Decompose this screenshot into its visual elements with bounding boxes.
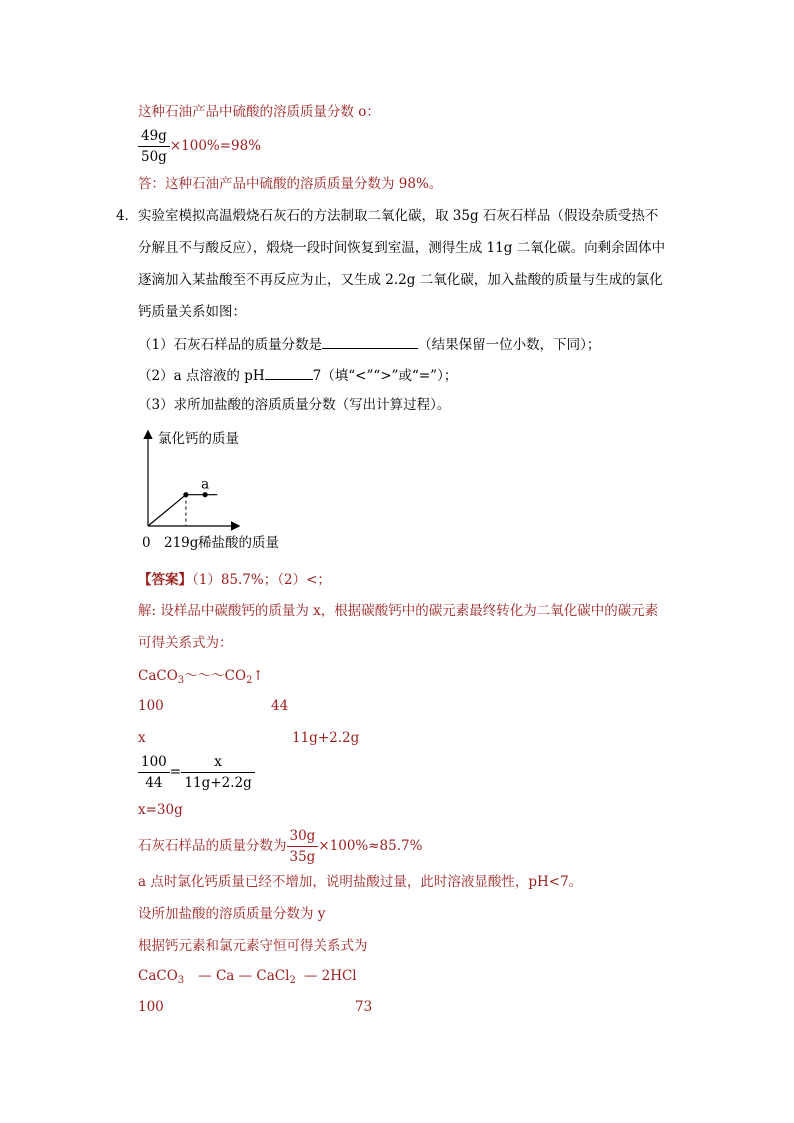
y-axis-label: 氯化钙的质量 xyxy=(158,431,239,447)
sub-question-3: （3）求所加盐酸的溶质质量分数（写出计算过程）。 xyxy=(138,397,451,413)
question-number: 4． xyxy=(116,208,139,224)
rel1-sub3: 3 xyxy=(177,675,185,686)
mass-1-right: 44 xyxy=(271,698,289,714)
sub-question-1-suffix: （结果保留一位小数，下同）； xyxy=(418,337,601,353)
fraction-denominator: 44 xyxy=(145,775,163,792)
proportion-equation xyxy=(138,754,255,791)
solution-line-2: 可得关系式为： xyxy=(138,635,233,651)
question-line-3: 逐滴加入某盐酸至不再反应为止，又生成 2.2g 二氧化碳，加入盐酸的质量与生成的氯化 xyxy=(138,272,663,288)
rel2-hcl: — 2HCl xyxy=(303,968,357,984)
question-line-1: 实验室模拟高温煅烧石灰石的方法制取二氧化碳，取 35g 石灰石样品（假设杂质受热不 xyxy=(138,208,659,224)
percent-suffix: ×100%≈85.7% xyxy=(318,838,423,855)
percent-prefix: 石灰石样品的质量分数为 xyxy=(138,838,287,855)
fraction-100-44 xyxy=(138,754,170,791)
fraction-30-35 xyxy=(287,828,319,865)
relation-1 xyxy=(138,668,264,687)
fraction-denominator: 50g xyxy=(141,149,167,166)
sub-question-1 xyxy=(138,334,600,353)
rel1-sub2: 2 xyxy=(246,675,253,686)
question-line-4: 钙质量关系如图： xyxy=(138,304,246,320)
solution-line-1: 解: 设样品中碳酸钙的质量为 x，根据碳酸钙中的碳元素最终转化为二氧化碳中的碳元素 xyxy=(138,603,659,619)
x-value: x=30g xyxy=(138,802,183,818)
fraction-x xyxy=(181,754,255,791)
fraction-numerator: 30g xyxy=(287,828,319,847)
answer-tag: 【答案】 xyxy=(138,572,192,588)
rel2-sub3: 3 xyxy=(177,975,185,986)
fraction-denominator: 35g xyxy=(289,849,316,866)
answer-blank-2[interactable] xyxy=(265,365,313,380)
series-line-0 xyxy=(148,495,217,526)
fraction-denominator: 11g+2.2g xyxy=(184,775,252,792)
fraction-numerator: 100 xyxy=(138,754,170,773)
rel2-ca-cacl: — Ca — CaCl xyxy=(198,968,290,984)
fraction-numerator: x xyxy=(181,754,255,773)
question-line-2: 分解且不与酸反应），煅烧一段时间恢复到室温，测得生成 11g 二氧化碳。向剩余固体中 xyxy=(138,240,666,256)
origin-label: 0 xyxy=(142,535,151,551)
formula-rest: ×100%=98% xyxy=(169,138,262,155)
rel2-caco: CaCO xyxy=(138,968,178,984)
x-axis-label: 稀盐酸的质量 xyxy=(198,535,279,551)
percent-calc xyxy=(138,828,422,865)
equals-sign: = xyxy=(169,764,182,781)
conservation-text: 根据钙元素和氯元素守恒可得关系式为 xyxy=(138,938,368,954)
fraction-49-50 xyxy=(138,128,170,165)
rel1-co: ～～～CO xyxy=(184,668,247,684)
rel1-caco: CaCO xyxy=(138,668,178,684)
sub-question-2 xyxy=(138,365,457,384)
sub-question-1-prefix: （1）石灰石样品的质量分数是 xyxy=(138,337,323,353)
set-y: 设所加盐酸的溶质质量分数为 y xyxy=(138,906,326,922)
point-label-a: a xyxy=(201,476,210,493)
sub-question-2-prefix: （2）a 点溶液的 pH xyxy=(138,368,265,384)
answer-line xyxy=(138,572,331,588)
mass-2-left: 100 xyxy=(138,999,164,1015)
chart-marks xyxy=(148,477,217,526)
point-0 xyxy=(183,492,188,497)
prev-solution-intro: 这种石油产品中硫酸的溶质质量分数 o： xyxy=(138,104,380,120)
fraction-numerator: 49g xyxy=(138,128,170,147)
mass-1-left: 100 xyxy=(138,698,164,714)
calcium-chloride-chart xyxy=(138,426,298,556)
sub-question-2-suffix: 7（填“<”“>”或“=”）； xyxy=(312,368,458,384)
answer-text: （1）85.7%；（2）<； xyxy=(192,572,331,588)
mass-2-right: 73 xyxy=(355,999,373,1015)
x-tick-label: 219g xyxy=(164,535,199,551)
prev-solution-answer: 答：这种石油产品中硫酸的溶质质量分数为 98%。 xyxy=(138,176,443,192)
ph-explanation: a 点时氯化钙质量已经不增加，说明盐酸过量，此时溶液显酸性，pH<7。 xyxy=(138,874,583,890)
relation-2 xyxy=(138,968,357,987)
rel1-arrow: ↑ xyxy=(252,668,264,684)
answer-blank-1[interactable] xyxy=(322,334,418,349)
var-1-right: 11g+2.2g xyxy=(292,730,360,746)
rel2-sub2: 2 xyxy=(289,975,296,986)
point-a xyxy=(203,492,208,497)
prev-solution-formula xyxy=(138,128,261,165)
var-1-left: x xyxy=(138,730,146,746)
